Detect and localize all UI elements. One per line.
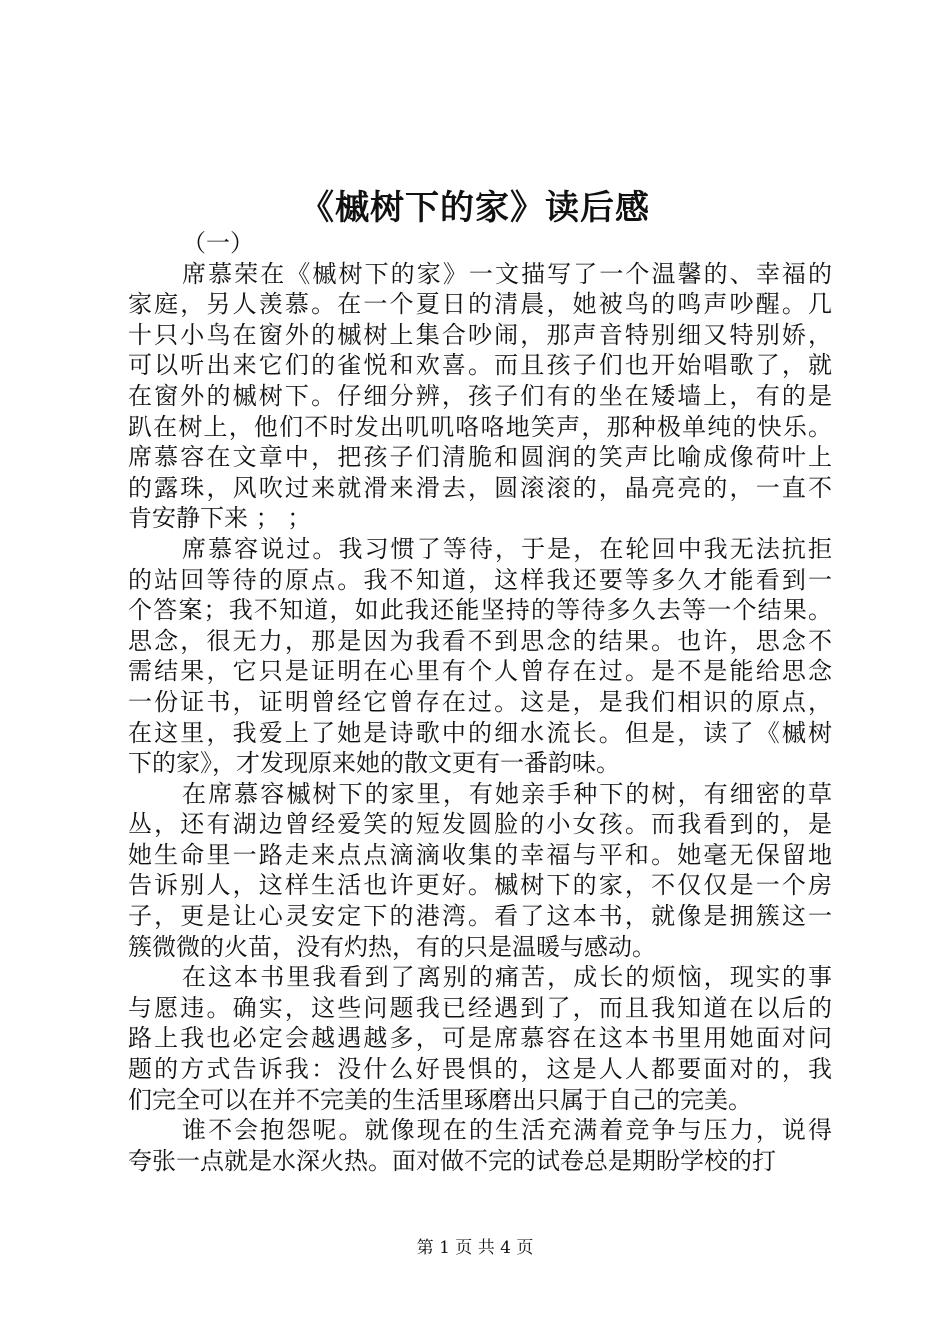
document-title: 《槭树下的家》读后感 bbox=[300, 188, 650, 228]
paragraph-3-line: 她生命里一路走来点点滴滴收集的幸福与平和。她毫无保留地 bbox=[128, 840, 832, 869]
paragraph-5-line: 谁不会抱怨呢。就像现在的生活充满着竞争与压力，说得 bbox=[182, 1116, 832, 1145]
paragraph-3-line: 丛，还有湖边曾经爱笑的短发圆脸的小女孩。而我看到的，是 bbox=[128, 810, 832, 839]
paragraph-4-line: 路上我也必定会越遇越多，可是席慕容在这本书里用她面对问 bbox=[128, 1024, 832, 1053]
paragraph-2-line: 在这里，我爱上了她是诗歌中的细水流长。但是，读了《槭树 bbox=[128, 718, 832, 747]
paragraph-2-line: 个答案；我不知道，如此我还能坚持的等待多久去等一个结果。 bbox=[128, 596, 832, 625]
paragraph-3-line: 告诉别人，这样生活也许更好。槭树下的家，不仅仅是一个房 bbox=[128, 871, 832, 900]
paragraph-4-line: 题的方式告诉我：没什么好畏惧的，这是人人都要面对的，我 bbox=[128, 1055, 832, 1084]
paragraph-3-line: 在席慕容槭树下的家里，有她亲手种下的树，有细密的草 bbox=[182, 779, 832, 808]
paragraph-2-line: 思念，很无力，那是因为我看不到思念的结果。也许，思念不 bbox=[128, 626, 832, 655]
paragraph-4-line: 在这本书里我看到了离别的痛苦，成长的烦恼，现实的事 bbox=[182, 963, 832, 992]
paragraph-2-line: 下的家》，才发现原来她的散文更有一番韵味。 bbox=[128, 749, 620, 778]
paragraph-4-line: 们完全可以在并不完美的生活里琢磨出只属于自己的完美。 bbox=[128, 1085, 752, 1114]
paragraph-2-line: 需结果，它只是证明在心里有个人曾存在过。是不是能给思念 bbox=[128, 657, 832, 686]
paragraph-4-line: 与愿违。确实，这些问题我已经遇到了，而且我知道在以后的 bbox=[128, 993, 832, 1022]
document-body bbox=[128, 228, 832, 1176]
section-heading: （一） bbox=[182, 229, 254, 257]
paragraph-1-line: 家庭，另人羡慕。在一个夏日的清晨，她被鸟的鸣声吵醒。几 bbox=[128, 290, 832, 319]
paragraph-5-line: 夸张一点就是水深火热。面对做不完的试卷总是期盼学校的打 bbox=[128, 1146, 776, 1175]
paragraph-2-line: 一份证书，证明曾经它曾存在过。这是，是我们相识的原点， bbox=[128, 687, 832, 716]
paragraph-1-line: 趴在树上，他们不时发出叽叽咯咯地笑声，那种极单纯的快乐。 bbox=[128, 412, 832, 441]
paragraph-1-line: 在窗外的槭树下。仔细分辨，孩子们有的坐在矮墙上，有的是 bbox=[128, 381, 832, 410]
paragraph-2-line: 席慕容说过。我习惯了等待，于是，在轮回中我无法抗拒 bbox=[182, 534, 832, 563]
paragraph-1-line: 十只小鸟在窗外的槭树上集合吵闹，那声音特别细又特别娇， bbox=[128, 320, 832, 349]
paragraph-1-line: 肯安静下来 ； ； bbox=[128, 504, 312, 533]
paragraph-3-line: 簇微微的火苗，没有灼热，有的只是温暖与感动。 bbox=[128, 932, 656, 961]
paragraph-1-line: 席慕容在文章中，把孩子们清脆和圆润的笑声比喻成像荷叶上 bbox=[128, 443, 832, 472]
paragraph-2-line: 的站回等待的原点。我不知道，这样我还要等多久才能看到一 bbox=[128, 565, 832, 594]
page-footer: 第 1 页 共 4 页 bbox=[416, 1238, 534, 1258]
paragraph-1-line: 的露珠，风吹过来就滑来滑去，圆滚滚的，晶亮亮的，一直不 bbox=[128, 473, 832, 502]
paragraph-1-line: 席慕荣在《槭树下的家》一文描写了一个温馨的、幸福的 bbox=[182, 259, 832, 288]
paragraph-3-line: 子，更是让心灵安定下的港湾。看了这本书，就像是拥簇这一 bbox=[128, 902, 832, 931]
paragraph-1-line: 可以听出来它们的雀悦和欢喜。而且孩子们也开始唱歌了，就 bbox=[128, 351, 832, 380]
